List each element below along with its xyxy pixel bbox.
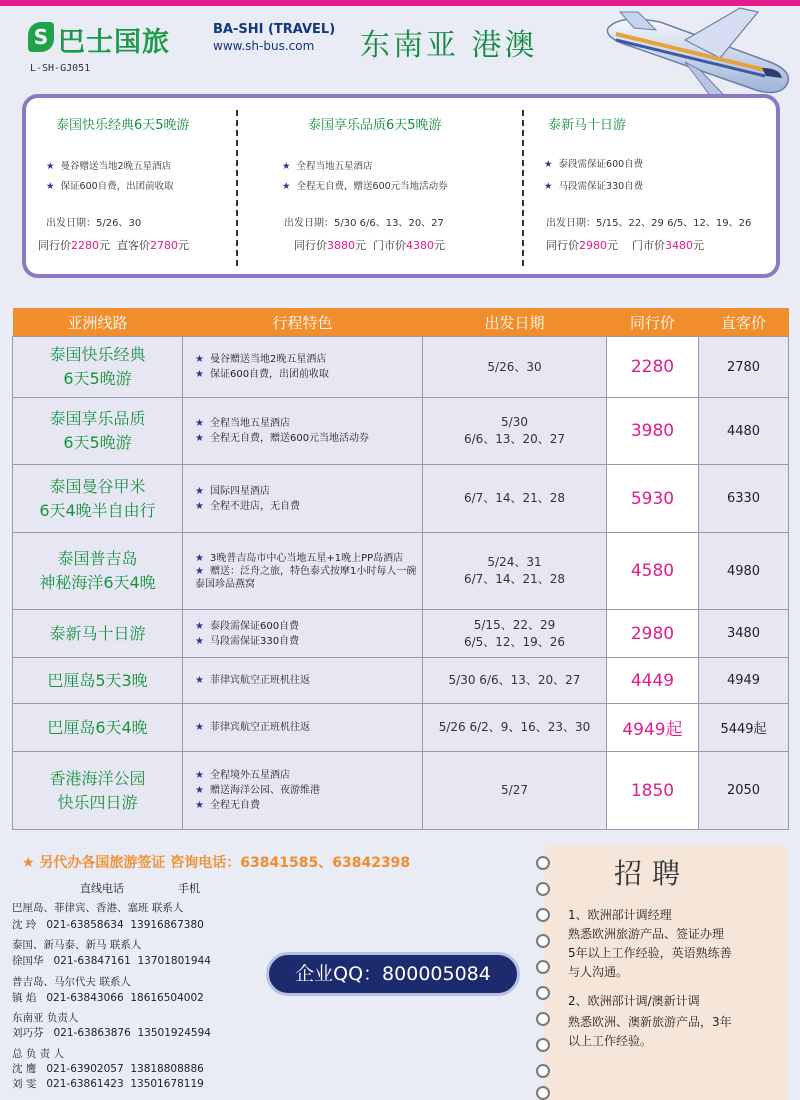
route-features: ★ 全程境外五星酒店 ★ 赠送海洋公园、夜游维港 ★ 全程无自费 (183, 752, 423, 830)
route-features: ★ 全程当地五星酒店 ★ 全程无自费，赠送600元当地活动券 (183, 398, 423, 465)
contact-person: 沈 玲 021-63858634 13916867380 (12, 919, 204, 931)
highlight-title: 泰国快乐经典6天5晚游 (56, 118, 190, 133)
recruit-line: 2、欧洲部计调/澳新计调 (568, 994, 700, 1008)
contact-list (10, 880, 240, 1100)
col-header-features: 行程特色 (183, 308, 423, 337)
trade-price: 2980 (607, 610, 699, 658)
star-icon: ★ (195, 722, 204, 733)
table-row (13, 658, 789, 704)
highlight-panel (22, 94, 780, 278)
table-row (13, 704, 789, 752)
star-icon: ★ (544, 159, 553, 170)
direct-price: 5449起 (699, 704, 789, 752)
star-icon: ★ (195, 369, 204, 380)
route-dates: 5/24、31 6/7、14、21、28 (423, 533, 607, 610)
route-dates: 6/7、14、21、28 (423, 465, 607, 533)
visa-consult-line: ★ 另代办各国旅游签证 咨询电话：63841585、63842398 (22, 855, 411, 871)
star-icon: ★ (195, 785, 204, 796)
ring-icon (536, 1064, 550, 1078)
route-name: 香港海洋公园 快乐四日游 (13, 752, 183, 830)
route-dates: 5/26 6/2、9、16、23、30 (423, 704, 607, 752)
region-title: 东南亚 港澳 (360, 28, 538, 63)
trade-price: 4949起 (607, 704, 699, 752)
star-icon: ★ (195, 800, 204, 811)
star-icon: ★ (195, 620, 204, 632)
ring-icon (536, 1038, 550, 1052)
star-icon: ★ (195, 770, 204, 781)
direct-price: 4980 (699, 533, 789, 610)
contact-person: 刘 雯 021-63861423 13501678119 (12, 1078, 204, 1090)
contact-person: 沈 鹰 021-63902057 13818808886 (12, 1063, 204, 1075)
table-row (13, 337, 789, 398)
divider (522, 110, 524, 266)
route-features: ★ 曼谷赠送当地2晚五星酒店 ★ 保证600自费，出团前收取 (183, 337, 423, 398)
route-dates: 5/26、30 (423, 337, 607, 398)
contact-person: 刘巧芬 021-63863876 13501924594 (12, 1027, 211, 1039)
route-name: 泰国曼谷甲米 6天4晚半自由行 (13, 465, 183, 533)
table-row (13, 610, 789, 658)
star-icon: ★ (195, 675, 204, 686)
recruitment-notepad (544, 846, 788, 1100)
ring-icon (536, 908, 550, 922)
highlight-title: 泰国享乐品质6天5晚游 (308, 118, 442, 133)
recruit-line: 以上工作经验。 (568, 1034, 653, 1048)
col-header-trade-price: 同行价 (607, 308, 699, 337)
recruit-line: 5年以上工作经验，英语熟练善 (568, 946, 732, 960)
col-header-direct-price: 直客价 (699, 308, 789, 337)
star-icon: ★ (195, 565, 204, 577)
highlight-title: 泰新马十日游 (548, 118, 627, 133)
divider (236, 110, 238, 266)
table-row (13, 465, 789, 533)
trade-price: 5930 (607, 465, 699, 533)
highlight-item: ★ 曼谷赠送当地2晚五星酒店 (46, 161, 172, 172)
highlight-departure: 出发日期：5/26、30 (46, 218, 142, 229)
route-name: 泰国普吉岛 神秘海洋6天4晚 (13, 533, 183, 610)
trade-price: 3980 (607, 398, 699, 465)
star-icon: ★ (195, 485, 204, 497)
highlight-price: 同行价3880元 门市价4380元 (294, 239, 445, 252)
route-features: ★ 3晚普吉岛市中心当地五星+1晚上PP岛酒店 ★ 赠送：泛舟之旅，特色泰式按摩1小时每人一碗泰国珍品燕窝 (183, 533, 423, 610)
recruit-line: 熟悉欧洲旅游产品、签证办理 (568, 927, 725, 941)
contact-person: 镇 焰 021-63843066 18616504002 (12, 992, 204, 1004)
ring-icon (536, 960, 550, 974)
contact-group-title: 总 负 责 人 (12, 1048, 65, 1060)
route-name: 泰国快乐经典 6天5晚游 (13, 337, 183, 398)
ring-icon (536, 856, 550, 870)
ring-icon (536, 1086, 550, 1100)
highlight-item: ★ 全程无自费，赠送600元当地活动券 (282, 181, 448, 192)
star-icon: ★ (544, 181, 553, 192)
contact-col-mobile: 手机 (178, 882, 200, 895)
direct-price: 2780 (699, 337, 789, 398)
route-name: 巴厘岛6天4晚 (13, 704, 183, 752)
route-dates: 5/15、22、29 6/5、12、19、26 (423, 610, 607, 658)
star-icon: ★ (195, 354, 204, 365)
highlight-departure: 出发日期：5/15、22、29 6/5、12、19、26 (546, 218, 752, 229)
trade-price: 4449 (607, 658, 699, 704)
star-icon: ★ (282, 181, 291, 192)
star-icon: ★ (282, 161, 291, 172)
trade-price: 4580 (607, 533, 699, 610)
star-icon: ★ (195, 418, 204, 429)
contact-col-direct: 直线电话 (80, 882, 124, 895)
table-row (13, 398, 789, 465)
highlight-price: 同行价2980元 门市价3480元 (546, 239, 704, 252)
highlight-item: ★ 全程当地五星酒店 (282, 161, 373, 172)
star-icon: ★ (195, 433, 204, 444)
recruit-line: 1、欧洲部计调经理 (568, 908, 672, 922)
contact-person: 徐国华 021-63847161 13701801944 (12, 955, 211, 967)
brand-url: www.sh-bus.com (213, 39, 315, 53)
qq-contact-badge[interactable]: 企业QQ：800005084 (266, 952, 520, 996)
contact-group-title: 普吉岛、马尔代夫 联系人 (12, 976, 131, 988)
star-icon: ★ (195, 635, 204, 647)
table-row (13, 752, 789, 830)
direct-price: 6330 (699, 465, 789, 533)
highlight-item: ★ 保证600自费，出团前收取 (46, 181, 174, 192)
ring-icon (536, 934, 550, 948)
route-dates: 5/27 (423, 752, 607, 830)
route-features: ★ 泰段需保证600自费 ★ 马段需保证330自费 (183, 610, 423, 658)
brand-name-en: BA-SHI (TRAVEL) (213, 22, 336, 37)
direct-price: 3480 (699, 610, 789, 658)
route-name: 泰国享乐品质 6天5晚游 (13, 398, 183, 465)
col-header-dates: 出发日期 (423, 308, 607, 337)
star-icon: ★ (46, 161, 55, 172)
col-header-route: 亚洲线路 (13, 308, 183, 337)
contact-group-title: 巴厘岛、菲律宾、香港、塞班 联系人 (12, 902, 184, 914)
highlight-item: ★ 马段需保证330自费 (544, 181, 644, 192)
recruit-line: 与人沟通。 (568, 965, 629, 979)
product-code: L-SH-GJ051 (30, 63, 91, 74)
table-header-row (13, 308, 789, 337)
route-features: ★ 国际四星酒店 ★ 全程不进店，无自费 (183, 465, 423, 533)
trade-price: 1850 (607, 752, 699, 830)
recruit-title: 招聘 (614, 857, 691, 890)
highlight-departure: 出发日期：5/30 6/6、13、20、27 (284, 218, 444, 229)
contact-group-title: 东南亚 负责人 (12, 1012, 79, 1024)
star-icon: ★ (195, 500, 204, 512)
highlight-price: 同行价2280元 直客价2780元 (38, 239, 189, 252)
highlight-item: ★ 泰段需保证600自费 (544, 159, 644, 170)
recruit-line: 熟悉欧洲、澳新旅游产品，3年 (568, 1015, 732, 1029)
route-features: ★ 菲律宾航空正班机往返 (183, 658, 423, 704)
direct-price: 2050 (699, 752, 789, 830)
direct-price: 4949 (699, 658, 789, 704)
star-icon: ★ (46, 181, 55, 192)
route-name: 巴厘岛5天3晚 (13, 658, 183, 704)
route-table (12, 308, 789, 830)
ring-icon (536, 882, 550, 896)
route-dates: 5/30 6/6、13、20、27 (423, 658, 607, 704)
route-name: 泰新马十日游 (13, 610, 183, 658)
ring-icon (536, 986, 550, 1000)
star-icon: ★ (195, 552, 204, 564)
direct-price: 4480 (699, 398, 789, 465)
route-dates: 5/30 6/6、13、20、27 (423, 398, 607, 465)
contact-group-title: 泰国、新马泰、新马 联系人 (12, 939, 142, 951)
brand-logo-icon: S (28, 22, 54, 52)
table-row (13, 533, 789, 610)
trade-price: 2280 (607, 337, 699, 398)
brand-name-cn: 巴士国旅 (58, 27, 170, 58)
route-features: ★ 菲律宾航空正班机往返 (183, 704, 423, 752)
ring-icon (536, 1012, 550, 1026)
